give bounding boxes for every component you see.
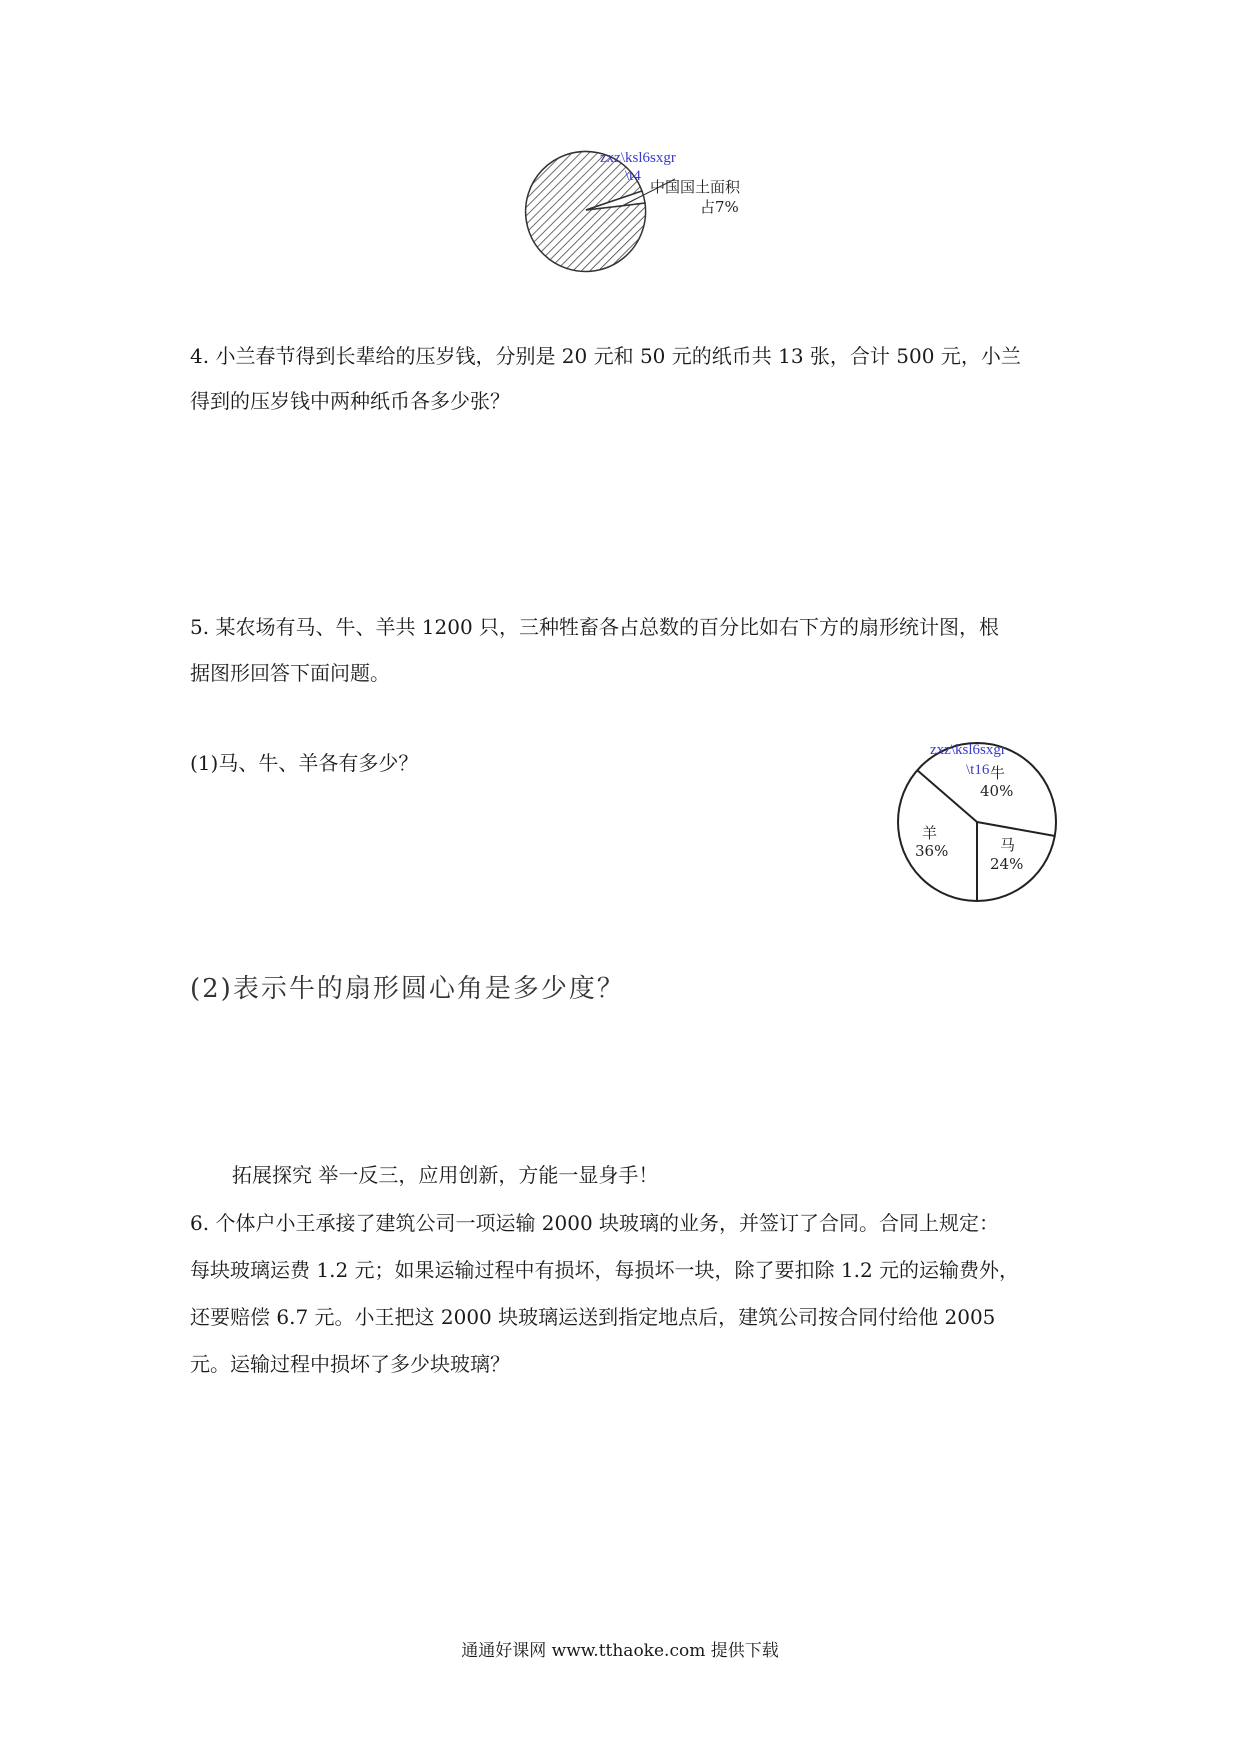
question-6-line4: 元。运输过程中损坏了多少块玻璃？ (190, 1352, 510, 1376)
question-4-line2: 得到的压岁钱中两种纸币各多少张？ (190, 389, 510, 413)
pie2-pct-ma: 24% (990, 855, 1024, 873)
pie2-watermark-line2: \t16 (966, 762, 990, 778)
pie2-label-yang: 羊 (922, 824, 938, 842)
question-6-line3: 还要赔偿 6.7 元。小王把这 2000 块玻璃运送到指定地点后，建筑公司按合同付给他 2005 (190, 1305, 996, 1329)
question-6-line2: 每块玻璃运费 1.2 元；如果运输过程中有损坏，每损坏一块，除了要扣除 1.2 元的运输费外， (190, 1258, 1020, 1282)
pie2-pct-niu: 40% (980, 782, 1014, 800)
pie1-label-line1: 中国国土面积 (650, 178, 741, 196)
pie2-watermark-line1: zxz\ksl6sxgr (930, 742, 1006, 758)
question-5-sub2: (2)表示牛的扇形圆心角是多少度？ (190, 974, 625, 1004)
question-5-sub1: (1)马、牛、羊各有多少？ (190, 751, 419, 775)
question-5-line1: 5. 某农场有马、牛、羊共 1200 只，三种牲畜各占总数的百分比如右下方的扇形统计图，根 (190, 615, 1000, 639)
question-6-line1: 6. 个体户小王承接了建筑公司一项运输 2000 块玻璃的业务，并签订了合同。合同上规定： (190, 1211, 1000, 1235)
pie2-label-niu: 牛 (990, 764, 1006, 782)
page-footer: 通通好课网 www.tthaoke.com 提供下载 (461, 1641, 779, 1661)
pie1-watermark-line2: \t4 (625, 168, 641, 184)
pie2-pct-yang: 36% (915, 842, 949, 860)
question-4-line1: 4. 小兰春节得到长辈给的压岁钱，分别是 20 元和 50 元的纸币共 13 张，合计 500 元，小兰 (190, 344, 1021, 368)
question-5-line2: 据图形回答下面问题。 (190, 661, 390, 685)
extension-heading: 拓展探究 举一反三，应用创新，方能一显身手！ (232, 1163, 659, 1187)
pie1-label-line2: 占7% (700, 198, 739, 216)
pie2-label-ma: 马 (1000, 836, 1016, 854)
pie1-watermark-line1: zxz\ksl6sxgr (600, 150, 676, 166)
